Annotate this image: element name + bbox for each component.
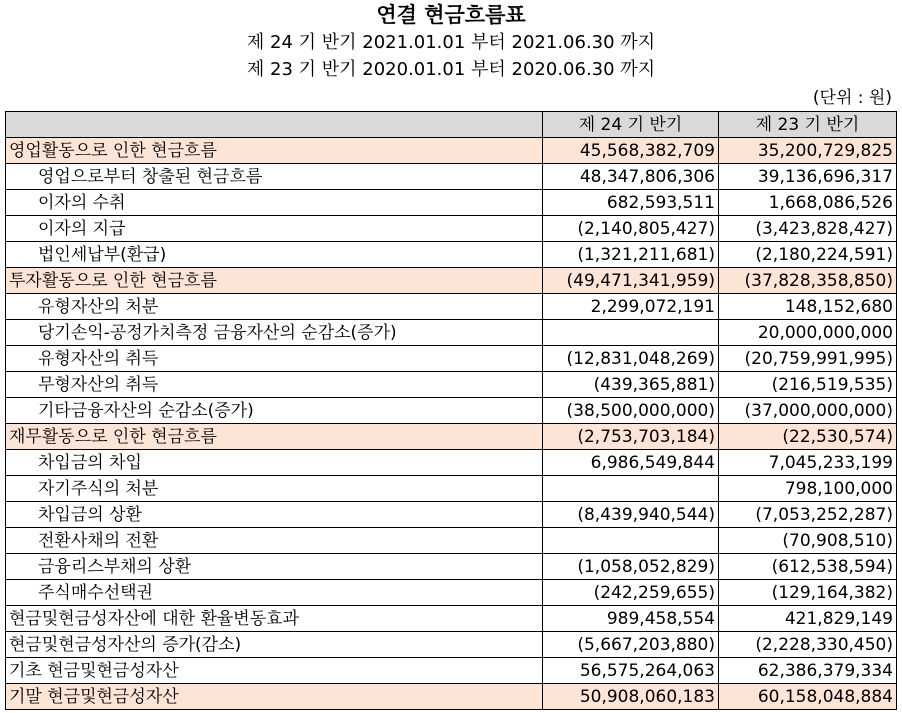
table-row — [6, 606, 897, 632]
row-label: 영업으로부터 창출된 현금흐름 — [6, 164, 543, 190]
row-prior: 798,100,000 — [719, 476, 897, 502]
table-row — [6, 372, 897, 398]
row-label: 유형자산의 취득 — [6, 346, 543, 372]
row-prior: (129,164,382) — [719, 580, 897, 606]
row-prior: 60,158,048,884 — [719, 684, 897, 710]
row-prior: 39,136,696,317 — [719, 164, 897, 190]
row-label: 법인세납부(환급) — [6, 242, 543, 268]
table-row — [6, 164, 897, 190]
table-row — [6, 398, 897, 424]
row-label: 이자의 지급 — [6, 216, 543, 242]
row-prior: (7,053,252,287) — [719, 502, 897, 528]
row-current: (12,831,048,269) — [543, 346, 719, 372]
row-current: (1,058,052,829) — [543, 554, 719, 580]
cash-flow-table — [5, 111, 897, 710]
row-prior: (2,180,224,591) — [719, 242, 897, 268]
row-label: 금융리스부채의 상환 — [6, 554, 543, 580]
row-current: (38,500,000,000) — [543, 398, 719, 424]
row-prior: 148,152,680 — [719, 294, 897, 320]
row-current: (8,439,940,544) — [543, 502, 719, 528]
row-label: 이자의 수취 — [6, 190, 543, 216]
row-label: 현금및현금성자산에 대한 환율변동효과 — [6, 606, 543, 632]
row-prior: 7,045,233,199 — [719, 450, 897, 476]
row-label: 차입금의 차입 — [6, 450, 543, 476]
header-blank — [6, 112, 543, 138]
row-prior: (20,759,991,995) — [719, 346, 897, 372]
row-current: (5,667,203,880) — [543, 632, 719, 658]
table-row — [6, 346, 897, 372]
page-title: 연결 현금흐름표 — [376, 3, 526, 27]
table-row — [6, 294, 897, 320]
table-row — [6, 528, 897, 554]
table-row — [6, 424, 897, 450]
row-label: 재무활동으로 인한 현금흐름 — [6, 424, 543, 450]
row-prior: (2,228,330,450) — [719, 632, 897, 658]
row-label: 현금및현금성자산의 증가(감소) — [6, 632, 543, 658]
row-current: (49,471,341,959) — [543, 268, 719, 294]
period-current: 제 24 기 반기 2021.01.01 부터 2021.06.30 까지 — [246, 32, 656, 53]
row-current — [543, 320, 719, 346]
table-row — [6, 138, 897, 164]
row-label: 기말 현금및현금성자산 — [6, 684, 543, 710]
row-current: 682,593,511 — [543, 190, 719, 216]
row-label: 기초 현금및현금성자산 — [6, 658, 543, 684]
row-label: 기타금융자산의 순감소(증가) — [6, 398, 543, 424]
row-label: 자기주식의 처분 — [6, 476, 543, 502]
row-label: 유형자산의 처분 — [6, 294, 543, 320]
row-prior: 35,200,729,825 — [719, 138, 897, 164]
table-row — [6, 216, 897, 242]
table-row — [6, 190, 897, 216]
unit-label: (단위 : 원) — [812, 88, 892, 108]
table-row — [6, 476, 897, 502]
row-prior: (70,908,510) — [719, 528, 897, 554]
row-current: (1,321,211,681) — [543, 242, 719, 268]
row-prior: (37,000,000,000) — [719, 398, 897, 424]
row-current: 2,299,072,191 — [543, 294, 719, 320]
header-current-period: 제 24 기 반기 — [543, 112, 719, 138]
row-current: 6,986,549,844 — [543, 450, 719, 476]
header-prior-period: 제 23 기 반기 — [719, 112, 897, 138]
row-prior: 1,668,086,526 — [719, 190, 897, 216]
period-prior: 제 23 기 반기 2020.01.01 부터 2020.06.30 까지 — [246, 59, 656, 80]
table-row — [6, 554, 897, 580]
row-label: 무형자산의 취득 — [6, 372, 543, 398]
row-prior: (3,423,828,427) — [719, 216, 897, 242]
row-label: 전환사채의 전환 — [6, 528, 543, 554]
row-current: (2,140,805,427) — [543, 216, 719, 242]
table-row — [6, 268, 897, 294]
table-row — [6, 320, 897, 346]
row-current — [543, 476, 719, 502]
table-row — [6, 502, 897, 528]
row-prior: (37,828,358,850) — [719, 268, 897, 294]
row-current: 56,575,264,063 — [543, 658, 719, 684]
table-row — [6, 632, 897, 658]
row-label: 투자활동으로 인한 현금흐름 — [6, 268, 543, 294]
row-prior: (612,538,594) — [719, 554, 897, 580]
table-row — [6, 242, 897, 268]
row-prior: 20,000,000,000 — [719, 320, 897, 346]
row-label: 영업활동으로 인한 현금흐름 — [6, 138, 543, 164]
table-row — [6, 450, 897, 476]
row-label: 차입금의 상환 — [6, 502, 543, 528]
row-label: 당기손익-공정가치측정 금융자산의 순감소(증가) — [6, 320, 543, 346]
table-row — [6, 684, 897, 710]
row-current: 50,908,060,183 — [543, 684, 719, 710]
row-current: (242,259,655) — [543, 580, 719, 606]
row-label: 주식매수선택권 — [6, 580, 543, 606]
row-current: 45,568,382,709 — [543, 138, 719, 164]
table-row — [6, 658, 897, 684]
row-current: (2,753,703,184) — [543, 424, 719, 450]
row-prior: 421,829,149 — [719, 606, 897, 632]
row-current: 48,347,806,306 — [543, 164, 719, 190]
table-header-row — [6, 112, 897, 138]
row-current: 989,458,554 — [543, 606, 719, 632]
row-current — [543, 528, 719, 554]
row-current: (439,365,881) — [543, 372, 719, 398]
row-prior: (22,530,574) — [719, 424, 897, 450]
row-prior: (216,519,535) — [719, 372, 897, 398]
row-prior: 62,386,379,334 — [719, 658, 897, 684]
table-row — [6, 580, 897, 606]
